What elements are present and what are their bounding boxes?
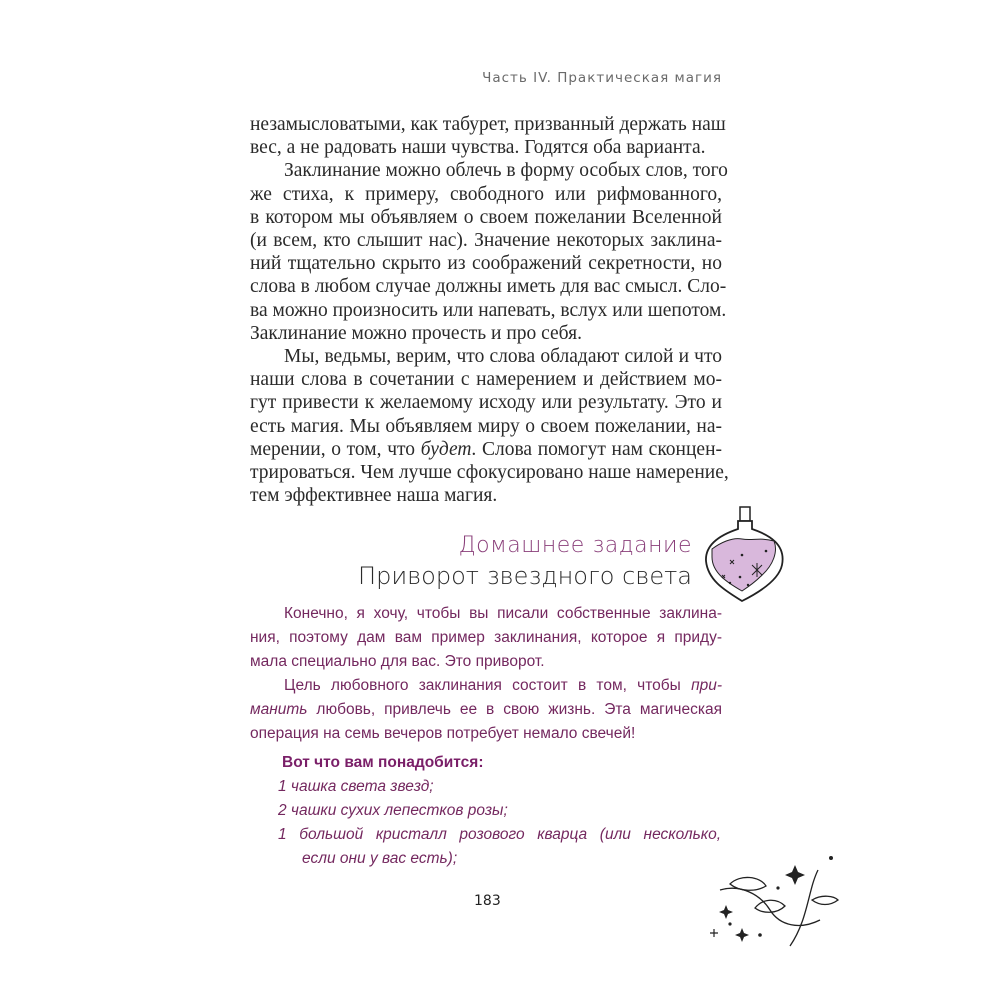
text-span: любовь, привлечь ее в свою жизнь. Эта магическая — [307, 701, 722, 718]
text-line — [250, 626, 722, 650]
text-line — [250, 484, 722, 507]
ingredient-item: 1 большой кристалл розового кварца (или несколько, — [278, 826, 721, 843]
potion-bottle-icon — [700, 505, 790, 605]
text-line — [250, 438, 722, 461]
text-span: Заклинание можно прочесть и про себя. — [250, 322, 582, 344]
text-span: наши слова в сочетании с намерением и действием мо- — [250, 369, 722, 391]
page-number: 183 — [474, 893, 501, 909]
text-span: в котором мы объявляем о своем пожелании Вселенной — [250, 206, 722, 228]
text-line — [250, 183, 722, 206]
text-span: (и всем, кто слышит нас). Значение некоторых заклина- — [250, 230, 722, 251]
text-line — [250, 206, 722, 229]
text-span: есть магия. Мы объявляем миру о своем пожелании, на- — [250, 415, 722, 437]
text-span: операция на семь вечеров потребует немало свечей! — [250, 725, 636, 742]
text-line — [250, 252, 722, 275]
section-title: Приворот звездного света — [358, 562, 692, 590]
italic-text: будет — [420, 438, 472, 460]
text-span: Заклинание можно облечь в форму особых слов, того — [284, 160, 728, 182]
text-line — [250, 391, 722, 414]
text-span: мала специально для вас. Это приворот. — [250, 653, 545, 670]
text-line — [250, 229, 722, 252]
text-span: мерении, о том, что — [250, 438, 421, 460]
text-line — [250, 722, 722, 746]
text-line — [250, 461, 729, 484]
text-span: Цель любовного заклинания состоит в том, чтобы — [284, 677, 692, 694]
text-span: ния, поэтому дам вам пример заклинания, которое я приду- — [250, 629, 722, 646]
ingredient-item-continued: если они у вас есть); — [302, 850, 458, 867]
italic-text: манить — [250, 701, 308, 718]
text-span: тем эффективнее наша магия. — [250, 485, 498, 507]
text-span: незамысловатыми, как табурет, призванный держать наш — [250, 114, 726, 135]
text-line — [250, 368, 722, 391]
text-line — [250, 650, 722, 674]
ingredient-item: 1 чашка света звезд; — [278, 778, 434, 795]
text-line — [250, 275, 727, 298]
text-span: ний тщательно скрыто из соображений секретности, но — [250, 253, 722, 275]
text-line — [250, 136, 722, 159]
text-line — [284, 159, 728, 182]
text-line — [250, 322, 722, 345]
italic-text: при- — [691, 677, 722, 694]
text-span: Конечно, я хочу, чтобы вы писали собственные заклина- — [284, 605, 722, 622]
text-span: же стиха, к примеру, свободного или рифмованного, — [250, 183, 722, 205]
text-span: ва можно произносить или напевать, вслух или шепотом. — [250, 299, 727, 321]
text-span: . Слова помогут нам сконцен- — [471, 438, 723, 460]
text-span: гут привести к желаемому исходу или результату. Это и — [250, 392, 722, 414]
text-span: Мы, ведьмы, верим, что слова обладают силой и что — [284, 346, 722, 367]
text-line — [284, 602, 722, 626]
running-header: Часть IV. Практическая магия — [482, 70, 722, 86]
text-line — [250, 698, 722, 722]
text-span: слова в любом случае должны иметь для вас смысл. Сло- — [250, 276, 727, 298]
text-line — [284, 674, 722, 698]
ingredients-heading: Вот что вам понадобится: — [282, 754, 484, 771]
starry-branch-decoration-icon — [700, 850, 840, 950]
text-line — [250, 113, 726, 136]
text-line — [250, 415, 722, 438]
text-span: вес, а не радовать наши чувства. Годятся оба варианта. — [250, 137, 706, 159]
text-line — [250, 299, 727, 322]
text-span: трироваться. Чем лучше сфокусировано наше намерение, — [250, 462, 729, 483]
ingredient-item: 2 чашки сухих лепестков розы; — [278, 802, 508, 819]
text-line — [284, 345, 722, 368]
section-kicker: Домашнее задание — [458, 533, 692, 558]
